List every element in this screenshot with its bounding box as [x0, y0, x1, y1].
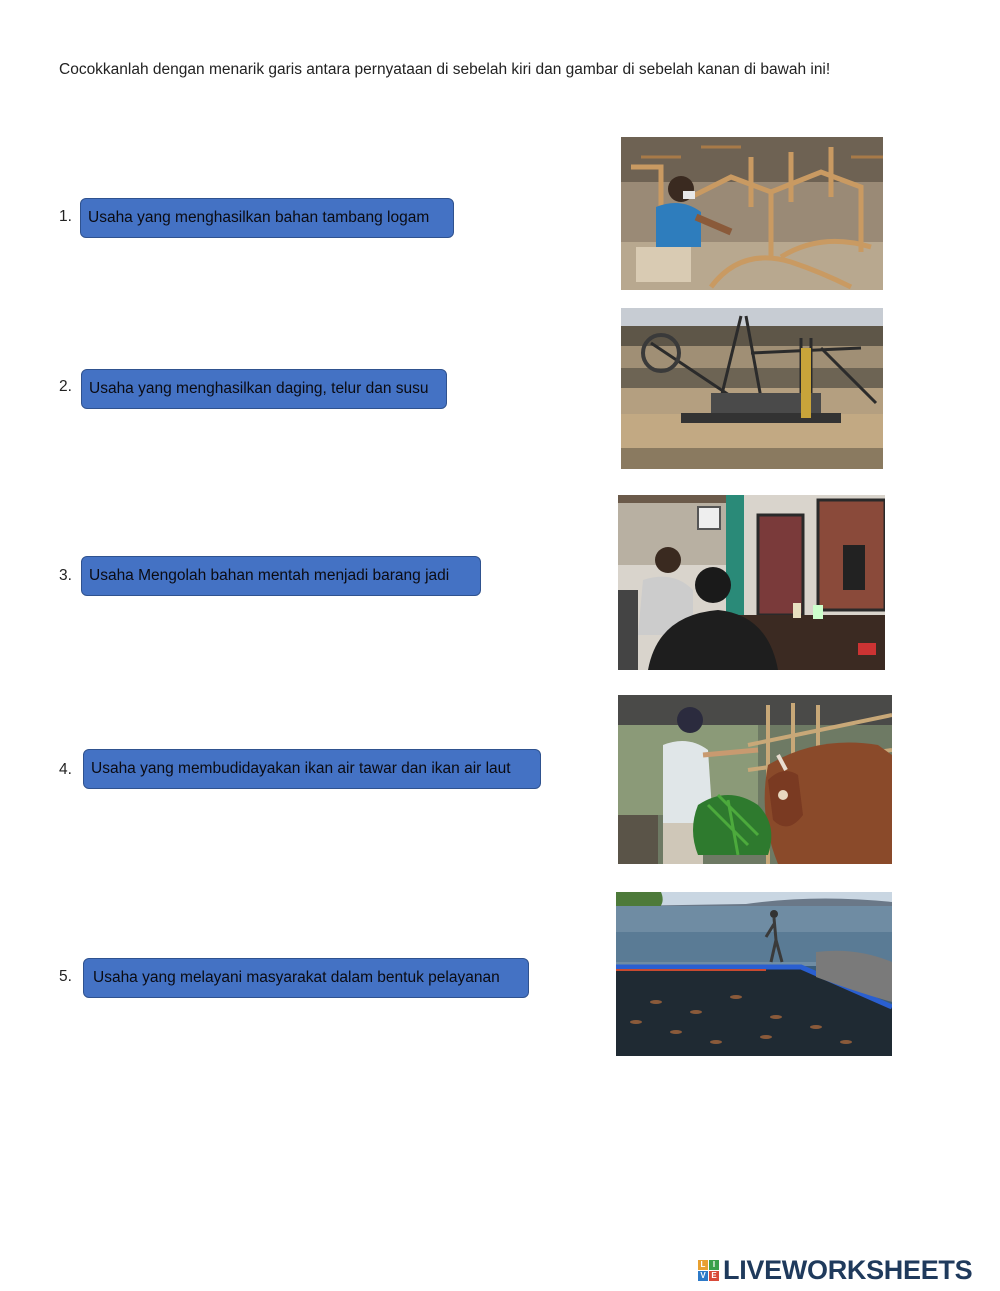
liveworksheets-logo	[698, 1256, 972, 1284]
logo-letter: V	[698, 1271, 708, 1281]
furniture-workshop-photo[interactable]	[621, 137, 883, 290]
cattle-feeding-photo[interactable]	[618, 695, 892, 864]
logo-letter: L	[698, 1260, 708, 1270]
statement-box-2[interactable]: Usaha yang menghasilkan daging, telur dan susu	[81, 369, 447, 409]
statement-number: 4.	[59, 761, 72, 778]
statement-number: 5.	[59, 968, 72, 985]
statement-number: 2.	[59, 378, 72, 395]
statement-box-4[interactable]: Usaha yang membudidayakan ikan air tawar dan ikan air laut	[83, 749, 541, 789]
fish-farm-photo[interactable]	[616, 892, 892, 1056]
statement-number: 3.	[59, 567, 72, 584]
logo-icon	[698, 1260, 719, 1281]
statement-box-3[interactable]: Usaha Mengolah bahan mentah menjadi barang jadi	[81, 556, 481, 596]
logo-letter: E	[709, 1271, 719, 1281]
mining-excavator-photo[interactable]	[621, 308, 883, 469]
instruction-text: Cocokkanlah dengan menarik garis antara pernyataan di sebelah kiri dan gambar di sebelah kanan di bawah ini!	[59, 61, 831, 78]
logo-text: LIVEWORKSHEETS	[723, 1255, 973, 1285]
logo-letter: I	[709, 1260, 719, 1270]
statement-box-5[interactable]: Usaha yang melayani masyarakat dalam bentuk pelayanan	[83, 958, 529, 998]
statement-box-1[interactable]: Usaha yang menghasilkan bahan tambang logam	[80, 198, 454, 238]
statement-number: 1.	[59, 208, 72, 225]
barbershop-photo[interactable]	[618, 495, 885, 670]
